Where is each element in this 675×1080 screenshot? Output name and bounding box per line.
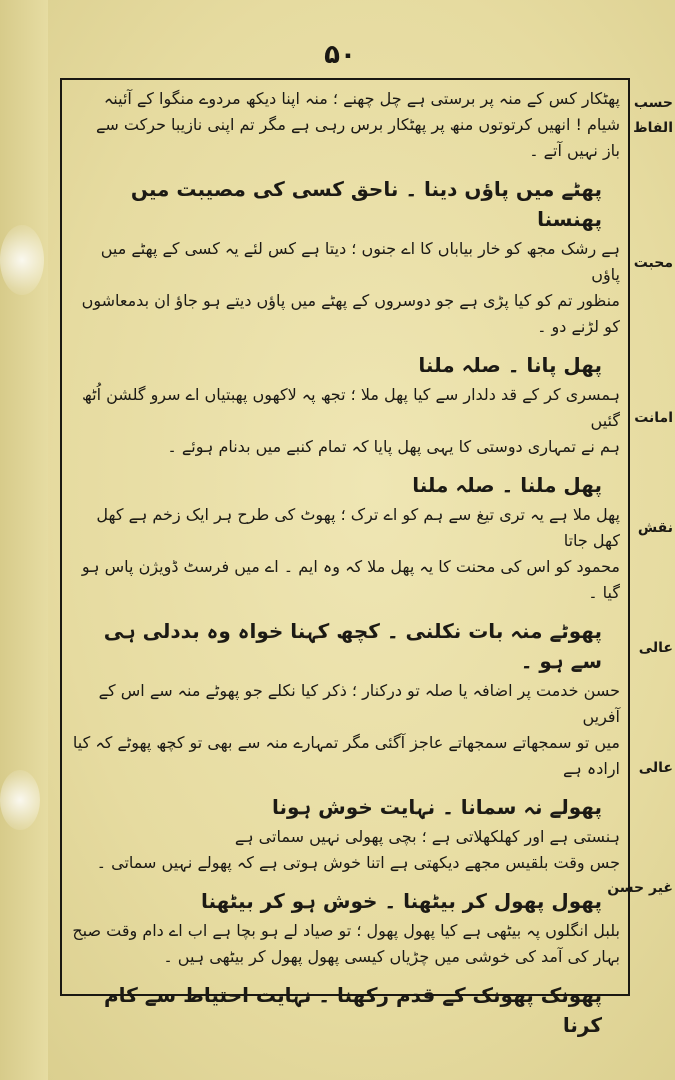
idiom-entry	[72, 470, 620, 606]
idiom-entry	[72, 350, 620, 460]
margin-note: امانت	[634, 410, 673, 426]
idiom-heading: پھولے نہ سمانا ۔ نہایت خوش ہونا	[271, 795, 602, 819]
example-line: حسن خدمت پر اضافہ یا صلہ تو درکنار ؛ ذکر کیا نکلے جو پھوٹے منہ سے اس کے آفریں	[98, 681, 620, 726]
example-line: میں تو سمجھاتے سمجھاتے عاجز آگئی مگر تمہارے منہ سے بھی تو کچھ پھوٹے کہ کیا ارادہ ہے	[72, 733, 620, 778]
idiom-heading: پھل ملنا ۔ صلہ ملنا	[412, 473, 602, 497]
idiom-heading: پھل پانا ۔ صلہ ملنا	[418, 353, 602, 377]
idiom-heading: پھول پھول کر بیٹھنا ۔ خوش ہو کر بیٹھنا	[200, 889, 602, 913]
paper-stain	[0, 770, 40, 830]
example-line: ہے رشک مجھ کو خار بیاباں کا اے جنوں ؛ دیتا ہے کس لئے یہ کسی کے پھٹے میں پاؤں	[100, 239, 620, 284]
example-line: منظور تم کو کیا پڑی ہے جو دوسروں کے پھٹے میں پاؤں دیتے ہو جاؤ ان بدمعاشوں	[81, 291, 620, 310]
idiom-heading: پھوٹے منہ بات نکلنی ۔ کچھ کہنا خواہ وہ بددلی ہی سے ہو ۔	[103, 619, 602, 673]
example-line: بہار کی آمد کی خوشی میں چڑیاں کیسی پھول پھول کر بیٹھی ہیں ۔	[163, 947, 620, 966]
example-line: ہمسری کر کے قد دلدار سے کیا پھل ملا ؛ تجھ پہ لاکھوں پھبتیاں اے سرو گلشن اُٹھ گئیں	[82, 385, 620, 430]
margin-note: الفاظ	[633, 120, 673, 136]
idiom-entry	[72, 980, 620, 1040]
example-line: کو لڑنے دو ۔	[537, 317, 620, 336]
page-content	[72, 86, 620, 1037]
page-number: ۵۰	[324, 40, 356, 70]
paper-stain	[0, 225, 44, 295]
example-line: جس وقت بلقیس مجھے دیکھتی ہے اتنا خوش ہوتی ہے کہ پھولے نہیں سماتی ۔	[96, 853, 620, 872]
example-line: ہنستی ہے اور کھلکھلاتی ہے ؛ بچی پھولی نہیں سماتی ہے	[234, 827, 620, 846]
idiom-entry	[72, 792, 620, 876]
example-line: ہم نے تمہاری دوستی کا یہی پھل پایا کہ تمام کنبے میں بدنام ہوئے ۔	[167, 437, 620, 456]
margin-notes	[607, 0, 675, 1080]
idiom-heading: پھونک پھونک کے قدم رکھنا ۔ نہایت احتیاط سے کام کرنا	[103, 983, 602, 1037]
example-line: پھل ملا ہے یہ تری تیغ سے ہم کو اے ترک ؛ پھوٹ کی طرح ہر ایک زخم ہے کھل کھل جاتا	[96, 505, 620, 550]
margin-note: محبت	[633, 255, 673, 271]
example-line: باز نہیں آتے ۔	[529, 141, 620, 160]
idiom-entry	[72, 886, 620, 970]
example-line: محمود کو اس کی محنت کا یہ پھل ملا کہ وہ ایم ۔ اے میں فرسٹ ڈویژن پاس ہو گیا ۔	[81, 557, 620, 602]
example-line: شیام ! انھیں کرتوتوں منھ پر پھٹکار برس رہی ہے مگر تم اپنی نازیبا حرکت سے	[96, 115, 620, 134]
idiom-entry	[72, 616, 620, 782]
idiom-entry	[72, 174, 620, 340]
idiom-entry	[72, 86, 620, 164]
margin-note: نقش	[637, 520, 673, 536]
margin-note: عالی	[638, 760, 673, 776]
example-line: بلبل انگلوں پہ بیٹھی ہے کیا پھول پھول ؛ تو صیاد لے ہو بچا ہے اب اے دام وقت صبح	[72, 921, 620, 940]
idiom-heading: پھٹے میں پاؤں دینا ۔ ناحق کسی کی مصیبت میں پھنسنا	[130, 177, 602, 231]
margin-note: عالی	[638, 640, 673, 656]
margin-note: غیر حسن	[607, 880, 673, 896]
page-edge	[0, 0, 48, 1080]
example-line: پھٹکار کس کے منہ پر برستی ہے چل چھنے ؛ منہ اپنا دیکھ مردوے منگوا کے آئینہ	[103, 89, 620, 108]
margin-note: حسب	[633, 95, 673, 111]
